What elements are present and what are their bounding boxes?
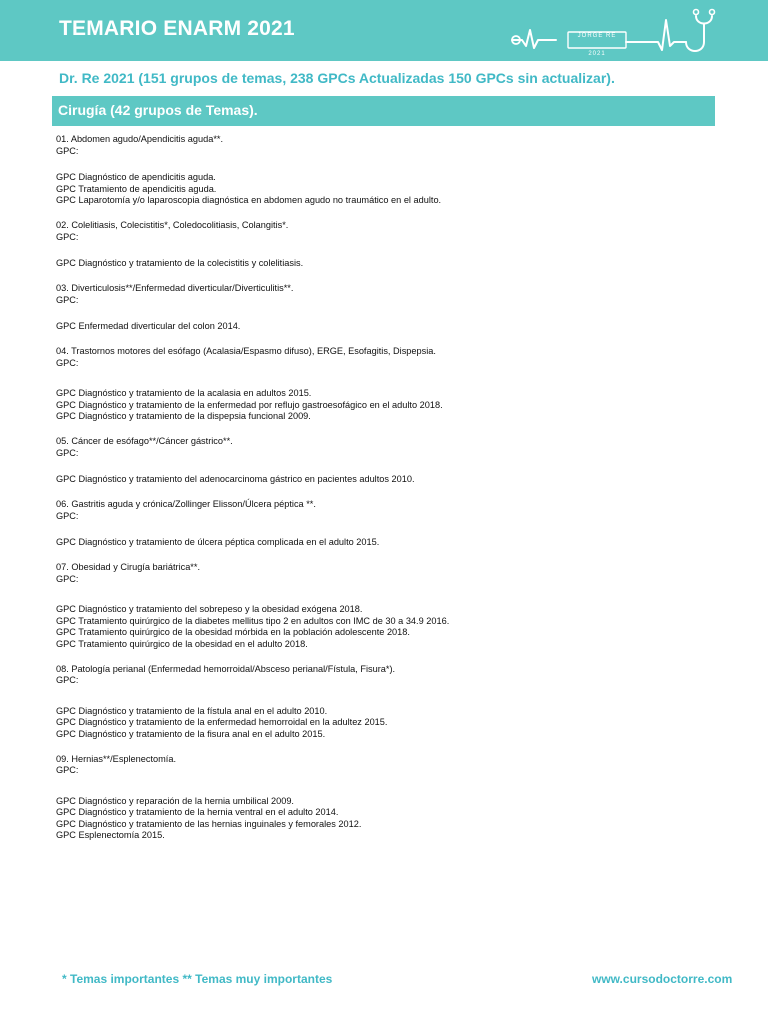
gpc-guideline-item: GPC Tratamiento de apendicitis aguda.: [56, 183, 217, 194]
logo-year: 2021: [588, 51, 606, 57]
gpc-guideline-item: GPC Diagnóstico y tratamiento del adenocarcinoma gástrico en pacientes adultos 2010.: [56, 474, 415, 484]
gpc-guideline-item: GPC Diagnóstico y tratamiento de la acalasia en adultos 2015.: [56, 388, 312, 398]
gpc-guideline-item: GPC Diagnóstico y tratamiento del sobrepeso y la obesidad exógena 2018.: [56, 604, 363, 614]
gpc-label: GPC:: [56, 145, 79, 156]
topic-heading: 01. Abdomen agudo/Apendicitis aguda**.: [56, 134, 224, 144]
document-subtitle: Dr. Re 2021 (151 grupos de temas, 238 GPCs Actualizadas 150 GPCs sin actualizar).: [59, 70, 615, 86]
spacer: [56, 243, 736, 258]
footer-website-link[interactable]: www.cursodoctorre.com: [592, 972, 733, 986]
topic-heading: 03. Diverticulosis**/Enfermedad diverticular/Diverticulitis**.: [56, 283, 294, 293]
gpc-label: GPC:: [56, 510, 79, 521]
gpc-label: GPC:: [56, 294, 79, 305]
topic-item: [56, 134, 736, 207]
topic-item: [56, 220, 736, 270]
topic-heading: 04. Trastornos motores del esófago (Acalasia/Espasmo difuso), ERGE, Esofagitis, Dispepsia.: [56, 346, 436, 356]
topics-list: [56, 134, 736, 855]
spacer: [56, 459, 736, 474]
gpc-guideline-item: GPC Esplenectomía 2015.: [56, 830, 165, 840]
gpc-guideline-item: GPC Diagnóstico de apendicitis aguda.: [56, 172, 216, 182]
gpc-guideline-item: GPC Diagnóstico y tratamiento de la enfermedad por reflujo gastroesofágico en el adulto 2018.: [56, 399, 443, 410]
topic-item: [56, 562, 736, 650]
gpc-label: GPC:: [56, 447, 79, 458]
spacer: [56, 369, 736, 388]
topic-item: [56, 664, 736, 741]
gpc-guideline-item: GPC Diagnóstico y tratamiento de la fístula anal en el adulto 2010.: [56, 705, 328, 716]
topic-item: [56, 499, 736, 549]
gpc-guideline-item: GPC Diagnóstico y tratamiento de la enfermedad hemorroidal en la adultez 2015.: [56, 717, 388, 727]
gpc-guideline-item: GPC Diagnóstico y tratamiento de la colecistitis y colelitiasis.: [56, 258, 304, 268]
gpc-guideline-item: GPC Enfermedad diverticular del colon 2014.: [56, 321, 241, 331]
topic-item: [56, 754, 736, 842]
topic-heading: 07. Obesidad y Cirugía bariátrica**.: [56, 562, 201, 572]
topic-item: [56, 346, 736, 423]
logo: [508, 2, 716, 60]
header-bar: [0, 0, 768, 61]
spacer: [56, 522, 736, 537]
topic-item: [56, 283, 736, 333]
topic-heading: 08. Patología perianal (Enfermedad hemorroidal/Absceso perianal/Fístula, Fisura*).: [56, 663, 396, 674]
gpc-guideline-item: GPC Diagnóstico y tratamiento de las hernias inguinales y femorales 2012.: [56, 818, 362, 829]
gpc-guideline-item: GPC Diagnóstico y tratamiento de la dispepsia funcional 2009.: [56, 411, 311, 421]
gpc-guideline-item: GPC Tratamiento quirúrgico de la diabetes mellitus tipo 2 en adultos con IMC de 30 a 34.9 2016.: [56, 615, 450, 626]
gpc-label: GPC:: [56, 573, 79, 584]
spacer: [56, 687, 736, 706]
spacer: [56, 777, 736, 796]
gpc-guideline-item: GPC Diagnóstico y tratamiento de úlcera péptica complicada en el adulto 2015.: [56, 537, 380, 547]
spacer: [56, 585, 736, 604]
footer-legend: * Temas importantes ** Temas muy importantes: [62, 972, 333, 986]
topic-heading: 09. Hernias**/Esplenectomía.: [56, 753, 177, 764]
gpc-guideline-item: GPC Diagnóstico y tratamiento de la hernia ventral en el adulto 2014.: [56, 807, 339, 817]
spacer: [56, 306, 736, 321]
gpc-label: GPC:: [56, 231, 79, 242]
topic-heading: 06. Gastritis aguda y crónica/Zollinger Elisson/Úlcera péptica **.: [56, 499, 316, 509]
gpc-label: GPC:: [56, 357, 79, 368]
topic-heading: 02. Colelitiasis, Colecistitis*, Coledocolitiasis, Colangitis*.: [56, 220, 289, 230]
topic-item: [56, 436, 736, 486]
section-title: Cirugía (42 grupos de Temas).: [58, 102, 258, 118]
gpc-guideline-item: GPC Tratamiento quirúrgico de la obesidad mórbida en la población adolescente 2018.: [56, 627, 410, 637]
gpc-guideline-item: GPC Tratamiento quirúrgico de la obesidad en el adulto 2018.: [56, 638, 308, 649]
spacer: [56, 157, 736, 172]
logo-name: JORGE RE: [577, 33, 617, 39]
gpc-guideline-item: GPC Diagnóstico y reparación de la hernia umbilical 2009.: [56, 795, 294, 806]
gpc-label: GPC:: [56, 765, 79, 775]
heartbeat-stethoscope-logo-icon: [508, 2, 716, 60]
topic-heading: 05. Cáncer de esófago**/Cáncer gástrico**.: [56, 436, 233, 446]
section-header: [52, 96, 715, 126]
gpc-label: GPC:: [56, 675, 79, 685]
gpc-guideline-item: GPC Diagnóstico y tratamiento de la fisura anal en el adulto 2015.: [56, 728, 326, 739]
document-title: TEMARIO ENARM 2021: [59, 17, 295, 40]
gpc-guideline-item: GPC Laparotomía y/o laparoscopia diagnóstica en abdomen agudo no traumático en el adulto.: [56, 195, 442, 205]
